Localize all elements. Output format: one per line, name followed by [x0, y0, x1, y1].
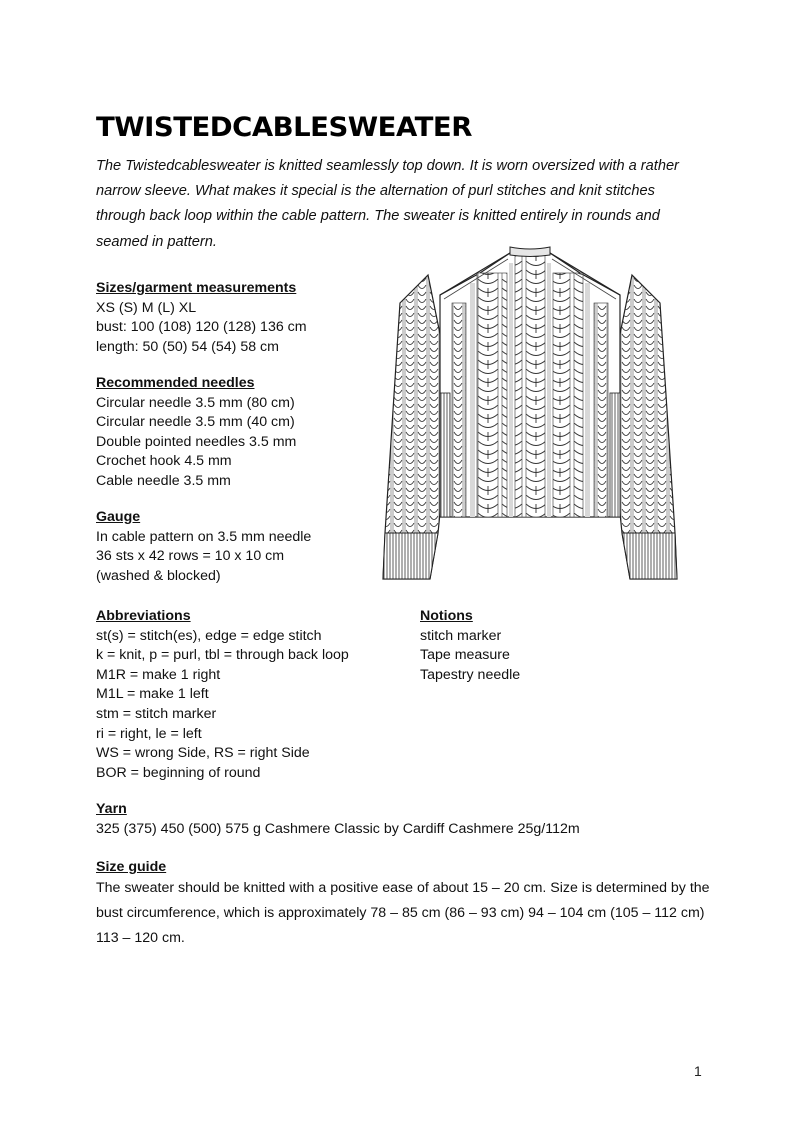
yarn-heading: Yarn	[96, 801, 127, 817]
needles-section	[96, 374, 296, 492]
sizes-line: XS (S) M (L) XL	[96, 299, 197, 316]
sizes-heading: Sizes/garment measurements	[96, 280, 297, 296]
gauge-line: (washed & blocked)	[96, 567, 221, 584]
gauge-section	[96, 508, 311, 586]
abbreviation-item: st(s) = stitch(es), edge = edge stitch	[96, 627, 322, 644]
abbreviation-item: WS = wrong Side, RS = right Side	[96, 745, 310, 762]
needle-item: Circular needle 3.5 mm (80 cm)	[96, 394, 295, 411]
abbreviations-heading: Abbreviations	[96, 608, 191, 624]
needles-heading: Recommended needles	[96, 375, 255, 391]
sweater-illustration	[380, 243, 680, 588]
intro-paragraph: The Twistedcablesweater is knitted seamlessly top down. It is worn oversized with a rather narrow sleeve. What makes it special is the alternation of purl stitches and knit stitches through back loop within the cable pattern. The sweater is knitted entirely in rounds and seamed in pattern.	[96, 158, 679, 250]
notion-item: Tapestry needle	[420, 666, 521, 683]
size-guide-heading: Size guide	[96, 859, 167, 875]
yarn-section	[96, 800, 580, 839]
pattern-title: TWISTEDCABLESWEATER	[96, 112, 472, 143]
length-line: length: 50 (50) 54 (54) 58 cm	[96, 338, 279, 355]
page-number: 1	[694, 1063, 702, 1079]
abbreviation-item: M1R = make 1 right	[96, 666, 221, 683]
abbreviation-item: BOR = beginning of round	[96, 764, 261, 781]
abbreviation-item: stm = stitch marker	[96, 705, 217, 722]
abbreviations-section	[96, 607, 349, 783]
gauge-line: In cable pattern on 3.5 mm needle	[96, 528, 312, 545]
abbreviation-item: M1L = make 1 left	[96, 686, 209, 703]
notion-item: Tape measure	[420, 647, 510, 664]
needle-item: Crochet hook 4.5 mm	[96, 453, 232, 470]
abbreviation-item: k = knit, p = purl, tbl = through back loop	[96, 647, 349, 664]
notion-item: stitch marker	[420, 627, 502, 644]
bust-line: bust: 100 (108) 120 (128) 136 cm	[96, 319, 307, 336]
needle-item: Cable needle 3.5 mm	[96, 472, 231, 489]
sizes-section	[96, 279, 307, 357]
size-guide-text: The sweater should be knitted with a positive ease of about 15 – 20 cm. Size is determined by the bust circumference, which is approximately 78 – 85 cm (86 – 93 cm) 94 – 104 cm (105 – 112 cm) 113 – 120 cm.	[96, 879, 710, 946]
abbreviation-item: ri = right, le = left	[96, 725, 202, 742]
size-guide-section	[96, 858, 716, 951]
collar	[510, 247, 550, 257]
needle-item: Circular needle 3.5 mm (40 cm)	[96, 414, 295, 431]
gauge-heading: Gauge	[96, 509, 141, 525]
gauge-line: 36 sts x 42 rows = 10 x 10 cm	[96, 548, 285, 565]
yarn-line: 325 (375) 450 (500) 575 g Cashmere Classic by Cardiff Cashmere 25g/112m	[96, 820, 580, 837]
notions-heading: Notions	[420, 608, 473, 624]
needle-item: Double pointed needles 3.5 mm	[96, 433, 297, 450]
notions-section	[420, 607, 520, 685]
